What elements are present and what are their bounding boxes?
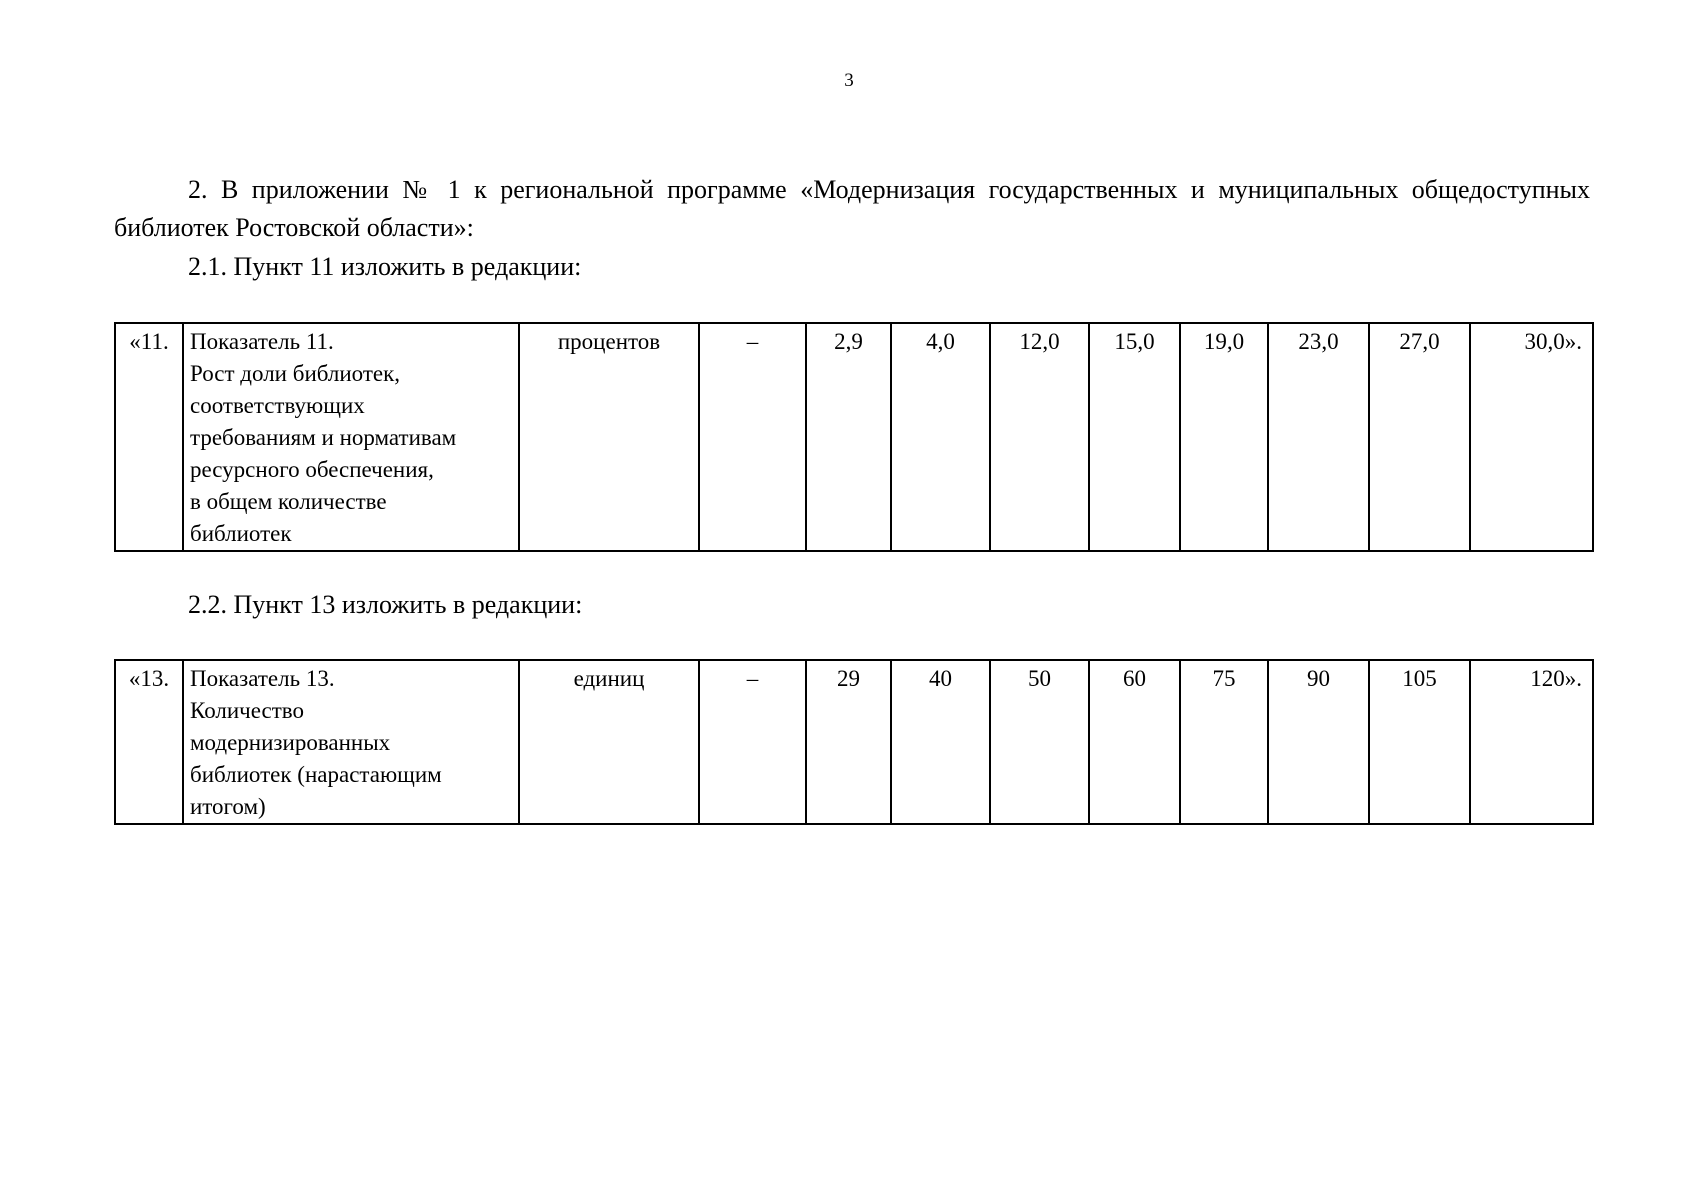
value-cell: 19,0 — [1180, 323, 1268, 551]
value-cell: 120». — [1470, 660, 1593, 824]
description-line: Рост доли библиотек, — [190, 361, 401, 386]
value-cell: 40 — [891, 660, 990, 824]
base-value-cell: – — [699, 323, 806, 551]
value-cell: 12,0 — [990, 323, 1089, 551]
value-cell: 105 — [1369, 660, 1470, 824]
value-cell: 60 — [1089, 660, 1180, 824]
indicator-table-11 — [114, 322, 1594, 552]
paragraph-main: 2. В приложении № 1 к региональной программе «Модернизация государственных и муниципальных общедоступных библиотек Ростовской области»: — [114, 175, 1590, 242]
unit-cell: процентов — [519, 323, 699, 551]
base-value-cell: – — [699, 660, 806, 824]
table-row — [115, 323, 1593, 551]
description-line: итогом) — [190, 794, 266, 819]
description-line: библиотек (нарастающим — [190, 762, 442, 787]
row-number-cell: «11. — [115, 323, 183, 551]
value-cell: 29 — [806, 660, 891, 824]
row-number-cell: «13. — [115, 660, 183, 824]
description-line: Показатель 13. — [190, 666, 335, 691]
value-cell: 75 — [1180, 660, 1268, 824]
value-cell: 50 — [990, 660, 1089, 824]
value-cell: 2,9 — [806, 323, 891, 551]
table-row — [115, 660, 1593, 824]
value-cell: 90 — [1268, 660, 1369, 824]
paragraph-item-13-heading: 2.2. Пункт 13 изложить в редакции: — [188, 590, 583, 619]
unit-cell: единиц — [519, 660, 699, 824]
description-line: Показатель 11. — [190, 329, 334, 354]
value-cell: 23,0 — [1268, 323, 1369, 551]
description-line: библиотек — [190, 521, 292, 546]
value-cell: 15,0 — [1089, 323, 1180, 551]
description-line: модернизированных — [190, 730, 391, 755]
description-cell — [183, 660, 519, 824]
value-cell: 30,0». — [1470, 323, 1593, 551]
description-line: ресурсного обеспечения, — [190, 457, 434, 482]
value-cell: 4,0 — [891, 323, 990, 551]
page-number: 3 — [844, 70, 854, 91]
paragraph-item-11-heading: 2.1. Пункт 11 изложить в редакции: — [188, 252, 582, 281]
description-line: требованиям и нормативам — [190, 425, 457, 450]
description-line: соответствующих — [190, 393, 365, 418]
value-cell: 27,0 — [1369, 323, 1470, 551]
description-line: в общем количестве — [190, 489, 387, 514]
description-line: Количество — [190, 698, 304, 723]
indicator-table-13 — [114, 659, 1594, 825]
description-cell — [183, 323, 519, 551]
